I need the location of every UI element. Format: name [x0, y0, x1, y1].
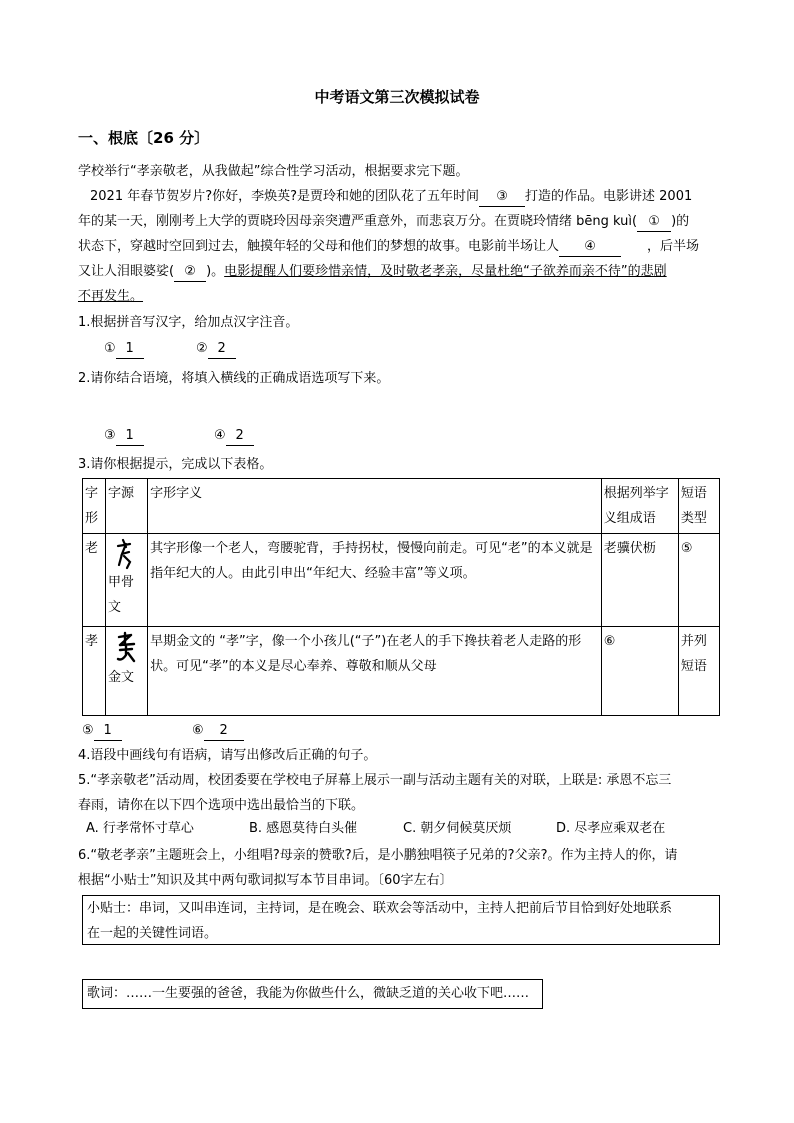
answer-label: ⑤: [82, 723, 94, 738]
bronze-script-glyph-icon: [114, 631, 138, 665]
page-title: 中考语文第三次模拟试卷: [314, 88, 480, 106]
char-cell: 孝: [83, 627, 106, 716]
header-cell: 字源: [106, 479, 148, 534]
answer-label: ②: [196, 341, 208, 356]
source-cell: [106, 627, 148, 716]
passage-text: 状态下，穿越时空回到过去，触摸年轻的父母和他们的梦想的故事。电影前半场让人: [78, 239, 560, 254]
answer-5: [82, 718, 122, 743]
source-cell: [106, 534, 148, 627]
blank-1: ①: [637, 213, 671, 232]
answer-6: [192, 718, 244, 743]
blank-3: ③: [479, 188, 525, 207]
answer-label: ④: [214, 428, 226, 443]
tip-line-2: 在一起的关键性词语。: [87, 926, 218, 941]
question-3: 3.请你根据提示，完成以下表格。: [78, 457, 273, 472]
idiom-cell: ⑥: [601, 627, 678, 716]
blank-4: ④: [559, 238, 621, 257]
question-5-line-1: 5.“孝亲敬老”活动周，校团委要在学校电子屏幕上展示一副与活动主题有关的对联，上联是: 承恩不忘三: [78, 773, 672, 788]
source-label: 甲骨文: [108, 575, 135, 615]
answer-2: [196, 336, 236, 361]
tip-line-1: 小贴士：串词，又叫串连词，主持词，是在晚会、联欢会等活动中，主持人把前后节目恰到好处地联系: [87, 901, 673, 916]
section-heading: 一、根底〔26 分〕: [78, 129, 210, 147]
option-a: A. 行孝常怀寸草心: [86, 821, 194, 836]
passage-line-2: [78, 209, 689, 234]
answer-blank-1: 1: [116, 340, 144, 359]
header-cell: 短语类型: [678, 479, 719, 534]
meaning-cell: 早期金文的 “孝”字，像一个小孩儿(“子”)在老人的手下搀扶着老人走路的形状。可见“孝”的本义是尽心奉养、尊敬和顺从父母: [148, 627, 602, 716]
option-c: C. 朝夕伺候莫厌烦: [403, 821, 512, 836]
header-cell: 字形字义: [148, 479, 602, 534]
lyrics-text: 歌词：……一生要强的爸爸，我能为你做些什么，微缺乏道的关心收下吧……: [87, 986, 530, 1001]
answer-label: ⑥: [192, 723, 204, 738]
meaning-cell: 其字形像一个老人，弯腰驼背，手持拐杖，慢慢向前走。可见“老”的本义就是指年纪大的人。由此引申出“年纪大、经验丰富”等义项。: [148, 534, 602, 627]
question-4: 4.语段中画线句有语病，请写出修改后正确的句子。: [78, 748, 377, 763]
answer-label: ①: [104, 341, 116, 356]
underlined-sentence-end: 不再发生。: [78, 289, 144, 304]
answer-label: ③: [104, 428, 116, 443]
intro-text: 学校举行“孝亲敬老，从我做起”综合性学习活动，根据要求完下题。: [78, 164, 469, 179]
answer-4: [214, 423, 254, 448]
answer-blank-2: 2: [208, 340, 236, 359]
passage-text: 2021 年春节贺岁片?你好，李焕英?是贾玲和她的团队花了五年时间: [90, 189, 480, 204]
question-1: 1.根据拼音写汉字，给加点汉字注音。: [78, 315, 299, 330]
passage-text: )的: [671, 214, 690, 229]
idiom-cell: 老骥伏枥: [601, 534, 678, 627]
character-table: [82, 478, 720, 716]
type-cell: 并列短语: [678, 627, 719, 716]
question-2: 2.请你结合语境，将填入横线的正确成语选项写下来。: [78, 371, 390, 386]
type-cell: ⑤: [678, 534, 719, 627]
tip-box: [82, 895, 720, 945]
answer-blank-5: 1: [94, 722, 122, 741]
answer-blank-4: 2: [226, 427, 254, 446]
table-row: [83, 534, 720, 627]
question-6-line-1: 6.“敬老孝亲”主题班会上，小组唱?母亲的赞歌?后，是小鹏独唱筷子兄弟的?父亲?。作为主持人的你，请: [78, 848, 678, 863]
lyrics-box: [82, 979, 543, 1009]
underlined-sentence: 电影提醒人们要珍惜亲情，及时敬老孝亲，尽量杜绝“子欲养而亲不待”的悲剧: [224, 264, 667, 279]
answer-blank-3: 1: [116, 427, 144, 446]
table-header-row: [83, 479, 720, 534]
passage-text: 打造的作品。电影讲述 2001: [525, 189, 693, 204]
passage-text: )。: [206, 264, 225, 279]
table-row: [83, 627, 720, 716]
source-label: 金文: [108, 670, 135, 685]
passage-line-4: [78, 259, 667, 284]
passage-line-3: [78, 234, 699, 259]
answer-1: [104, 336, 144, 361]
header-cell: 字形: [83, 479, 106, 534]
passage-text: ，后半场: [647, 239, 700, 254]
option-d: D. 尽孝应乘双老在: [556, 821, 666, 836]
passage-text: 年的某一天，刚刚考上大学的贾晓玲因母亲突遭严重意外，而悲哀万分。在贾晓玲情绪 bēng kuì(: [78, 214, 638, 229]
header-cell: 根据列举字义组成语: [601, 479, 678, 534]
answer-blank-6: 2: [204, 722, 244, 741]
question-6-line-2: 根据“小贴士”知识及其中两句歌词拟写本节目串词。〔60字左右〕: [78, 873, 453, 888]
oracle-bone-glyph-icon: [114, 538, 136, 570]
char-cell: 老: [83, 534, 106, 627]
passage-text: 又让人泪眼婆娑(: [78, 264, 175, 279]
blank-2: ②: [174, 263, 206, 282]
question-5-line-2: 春雨，请你在以下四个选项中选出最恰当的下联。: [78, 798, 365, 813]
answer-3: [104, 423, 144, 448]
passage-line-1: [90, 184, 692, 209]
option-b: B. 感恩莫待白头催: [249, 821, 358, 836]
